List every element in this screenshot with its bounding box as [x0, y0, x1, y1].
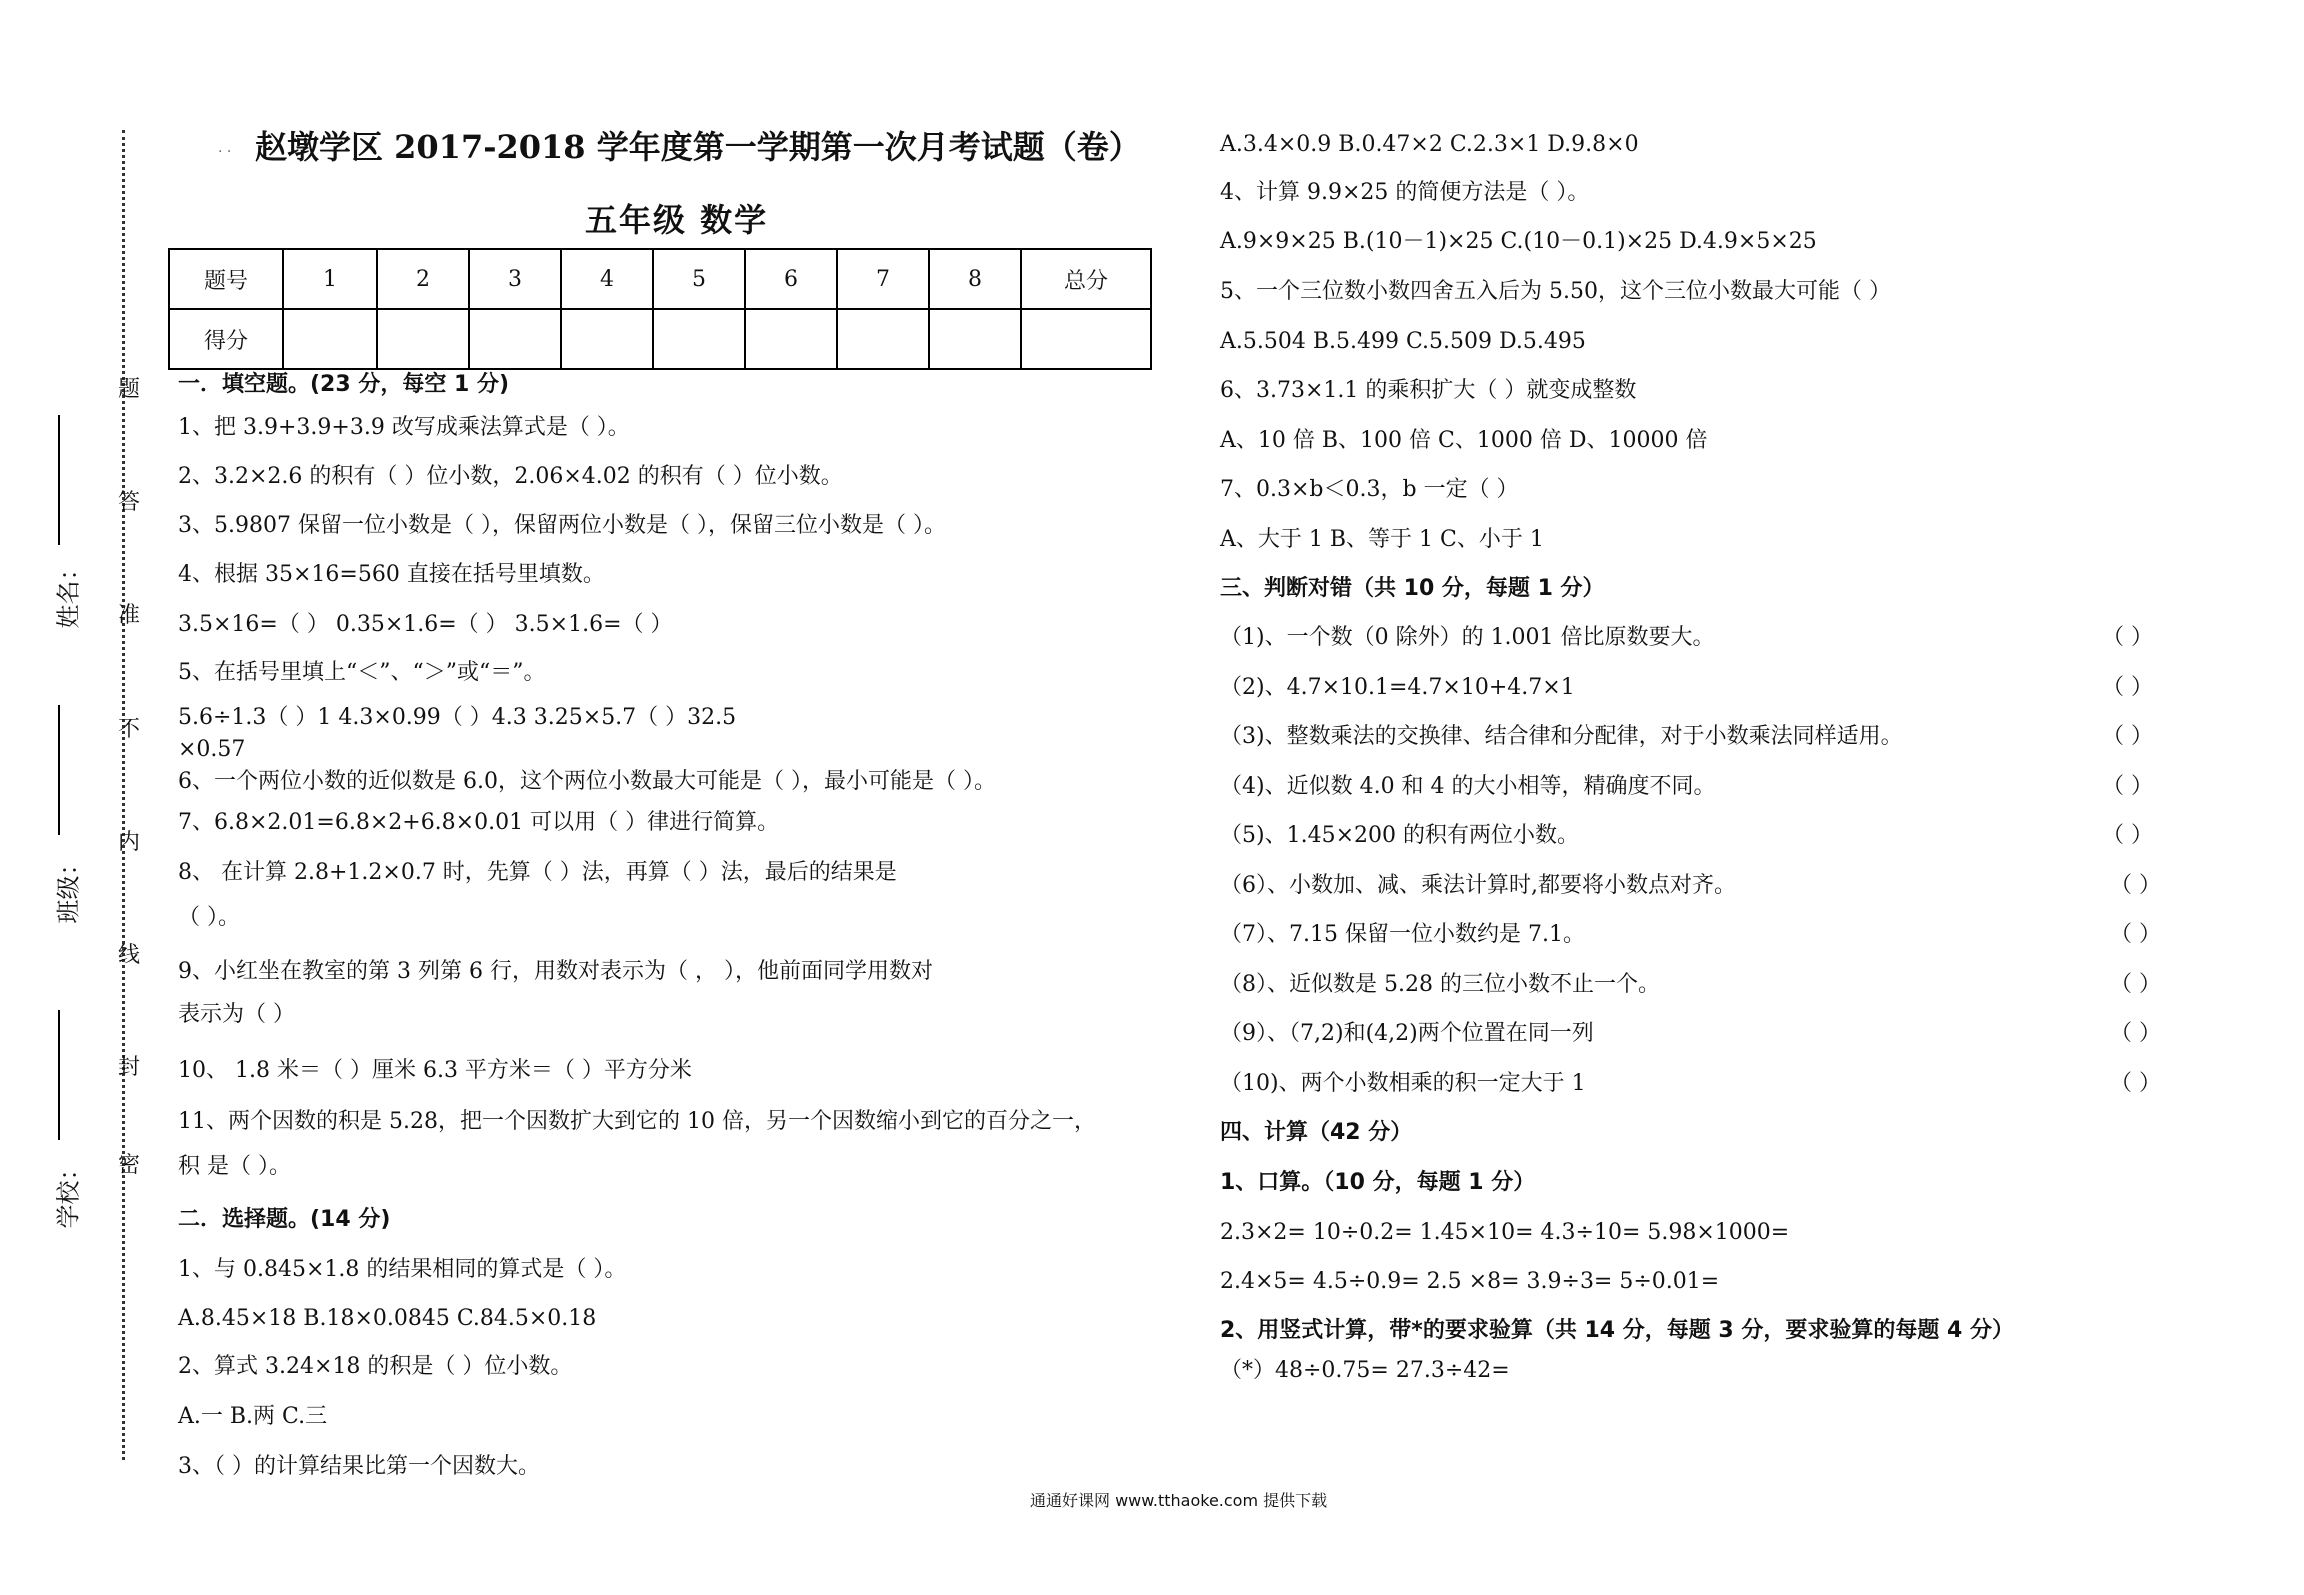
question-line: 4、根据 35×16=560 直接在括号里填数。 [178, 562, 605, 587]
score-table-score-row [169, 309, 1151, 369]
question-line: A.5.504 B.5.499 C.5.509 D.5.495 [1220, 329, 1586, 354]
answer-bracket[interactable]: （ ） [2110, 1021, 2161, 1046]
student-field-blank[interactable] [58, 705, 60, 835]
exam-subtitle: 五年级 数学 [585, 201, 769, 239]
question-line: （8）、近似数是 5.28 的三位小数不止一个。 [1220, 972, 1660, 997]
question-line: 3、（ ）的计算结果比第一个因数大。 [178, 1454, 540, 1479]
question-line: ×0.57 [178, 737, 246, 762]
section-heading: 2、用竖式计算，带*的要求验算（共 14 分，每题 3 分，要求验算的每题 4 分） [1220, 1318, 2015, 1343]
question-line: 1、把 3.9+3.9+3.9 改写成乘法算式是（ ）。 [178, 415, 630, 440]
score-table-header-cell: 8 [929, 249, 1021, 309]
binding-char: 密 [118, 1153, 141, 1178]
score-table-header-row [169, 249, 1151, 309]
decor-dots: . . [218, 140, 232, 156]
score-cell[interactable] [283, 309, 377, 369]
question-line: 6、3.73×1.1 的乘积扩大（ ）就变成整数 [1220, 378, 1637, 403]
score-table-row-label: 得分 [169, 309, 283, 369]
answer-bracket[interactable]: （ ） [2102, 823, 2153, 848]
question-line: （3)、整数乘法的交换律、结合律和分配律，对于小数乘法同样适用。 [1220, 724, 1903, 749]
score-cell[interactable] [469, 309, 561, 369]
question-line: 4、计算 9.9×25 的简便方法是（ ）。 [1220, 180, 1590, 205]
question-line: A.9×9×25 B.(10－1)×25 C.(10－0.1)×25 D.4.9×5×25 [1220, 229, 1817, 254]
question-line: A.8.45×18 B.18×0.0845 C.84.5×0.18 [178, 1306, 597, 1331]
question-line: 5、在括号里填上“＜”、“＞”或“＝”。 [178, 660, 546, 685]
section-heading: 四、计算（42 分） [1220, 1120, 1413, 1145]
question-line: （2)、4.7×10.1=4.7×10+4.7×1 [1220, 675, 1575, 700]
answer-bracket[interactable]: （ ） [2110, 972, 2161, 997]
binding-char: 线 [118, 943, 141, 968]
score-cell[interactable] [745, 309, 837, 369]
question-line: 5、一个三位数小数四舍五入后为 5.50，这个三位小数最大可能（ ） [1220, 279, 1891, 304]
question-line: A.一 B.两 C.三 [178, 1404, 328, 1429]
score-cell[interactable] [377, 309, 469, 369]
question-line: 2.3×2= 10÷0.2= 1.45×10= 4.3÷10= 5.98×1000= [1220, 1220, 1790, 1245]
question-line: 3.5×16=（ ） 0.35×1.6=（ ） 3.5×1.6=（ ） [178, 612, 673, 637]
question-line: （ ）。 [178, 905, 240, 930]
score-table-header-cell: 题号 [169, 249, 283, 309]
footer-source: 通通好课网 www.tthaoke.com 提供下载 [1030, 1491, 1328, 1510]
student-field-label: 学校： [54, 1156, 83, 1229]
question-line: （1)、一个数（0 除外）的 1.001 倍比原数要大。 [1220, 625, 1715, 650]
question-line: A.3.4×0.9 B.0.47×2 C.2.3×1 D.9.8×0 [1220, 132, 1639, 157]
score-table [168, 248, 1152, 370]
score-cell[interactable] [653, 309, 745, 369]
question-line: （7）、7.15 保留一位小数约是 7.1。 [1220, 922, 1585, 947]
answer-bracket[interactable]: （ ） [2102, 724, 2153, 749]
question-line: （5)、1.45×200 的积有两位小数。 [1220, 823, 1579, 848]
exam-title: 赵墩学区 2017-2018 学年度第一学期第一次月考试题（卷） [255, 128, 1141, 166]
score-cell[interactable] [561, 309, 653, 369]
question-line: 2.4×5= 4.5÷0.9= 2.5 ×8= 3.9÷3= 5÷0.01= [1220, 1269, 1720, 1294]
question-line: 8、 在计算 2.8+1.2×0.7 时，先算（ ）法，再算（ ）法，最后的结果是 [178, 860, 897, 885]
question-line: 7、6.8×2.01=6.8×2+6.8×0.01 可以用（ ）律进行简算。 [178, 810, 780, 835]
answer-bracket[interactable]: （ ） [2110, 1071, 2161, 1096]
question-line: 1、与 0.845×1.8 的结果相同的算式是（ ）。 [178, 1257, 627, 1282]
question-line: A、10 倍 B、100 倍 C、1000 倍 D、10000 倍 [1220, 428, 1708, 453]
binding-char: 封 [118, 1055, 141, 1080]
question-line: 5.6÷1.3（ ）1 4.3×0.99（ ）4.3 3.25×5.7（ ）32.5 [178, 705, 737, 730]
score-table-header-cell: 1 [283, 249, 377, 309]
binding-char: 不 [118, 717, 141, 742]
score-table-header-cell: 5 [653, 249, 745, 309]
section-heading: 三、判断对错（共 10 分，每题 1 分） [1220, 576, 1605, 601]
score-table-header-cell: 总分 [1021, 249, 1151, 309]
answer-bracket[interactable]: （ ） [2102, 675, 2153, 700]
binding-char: 答 [118, 490, 141, 515]
question-line: 10、 1.8 米＝（ ）厘米 6.3 平方米＝（ ）平方分米 [178, 1058, 692, 1083]
score-table-header-cell: 4 [561, 249, 653, 309]
score-table-header-cell: 3 [469, 249, 561, 309]
question-line: 2、算式 3.24×18 的积是（ ）位小数。 [178, 1354, 573, 1379]
question-line: （4)、近似数 4.0 和 4 的大小相等，精确度不同。 [1220, 774, 1716, 799]
section-heading: 一．填空题。(23 分，每空 1 分) [178, 372, 510, 397]
student-field-label: 姓名： [54, 556, 83, 629]
answer-bracket[interactable]: （ ） [2110, 873, 2161, 898]
question-line: A、大于 1 B、等于 1 C、小于 1 [1220, 527, 1544, 552]
question-line: 表示为（ ） [178, 1002, 295, 1027]
question-line: 7、0.3×b＜0.3，b 一定（ ） [1220, 477, 1519, 502]
student-field-label: 班级： [54, 851, 83, 924]
student-field-blank[interactable] [58, 415, 60, 545]
answer-bracket[interactable]: （ ） [2110, 922, 2161, 947]
question-line: 积 是（ ）。 [178, 1154, 291, 1179]
question-line: 9、小红坐在教室的第 3 列第 6 行，用数对表示为（ ， ），他前面同学用数对 [178, 959, 933, 984]
question-line: （9）、（7,2)和(4,2)两个位置在同一列 [1220, 1021, 1594, 1046]
section-heading: 二．选择题。(14 分) [178, 1207, 391, 1232]
binding-char: 题 [118, 377, 141, 402]
score-cell[interactable] [929, 309, 1021, 369]
binding-char: 准 [118, 603, 141, 628]
score-table-header-cell: 2 [377, 249, 469, 309]
question-line: （*）48÷0.75= 27.3÷42= [1220, 1358, 1510, 1383]
question-line: （10)、两个小数相乘的积一定大于 1 [1220, 1071, 1586, 1096]
question-line: （6）、小数加、减、乘法计算时,都要将小数点对齐。 [1220, 873, 1736, 898]
student-field-blank[interactable] [58, 1010, 60, 1140]
binding-dotted-line [122, 130, 125, 1460]
question-line: 6、一个两位小数的近似数是 6.0，这个两位小数最大可能是（ ），最小可能是（ ）。 [178, 769, 996, 794]
section-heading: 1、口算。（10 分，每题 1 分） [1220, 1170, 1536, 1195]
answer-bracket[interactable]: （ ） [2102, 774, 2153, 799]
score-table-header-cell: 6 [745, 249, 837, 309]
question-line: 3、5.9807 保留一位小数是（ ），保留两位小数是（ ），保留三位小数是（ ）。 [178, 513, 946, 538]
score-cell[interactable] [837, 309, 929, 369]
question-line: 11、两个因数的积是 5.28，把一个因数扩大到它的 10 倍，另一个因数缩小到它的百分之一， [178, 1109, 1096, 1134]
score-table-header-cell: 7 [837, 249, 929, 309]
score-cell[interactable] [1021, 309, 1151, 369]
answer-bracket[interactable]: （ ） [2102, 625, 2153, 650]
binding-char: 内 [118, 830, 141, 855]
question-line: 2、3.2×2.6 的积有（ ）位小数，2.06×4.02 的积有（ ）位小数。 [178, 464, 843, 489]
